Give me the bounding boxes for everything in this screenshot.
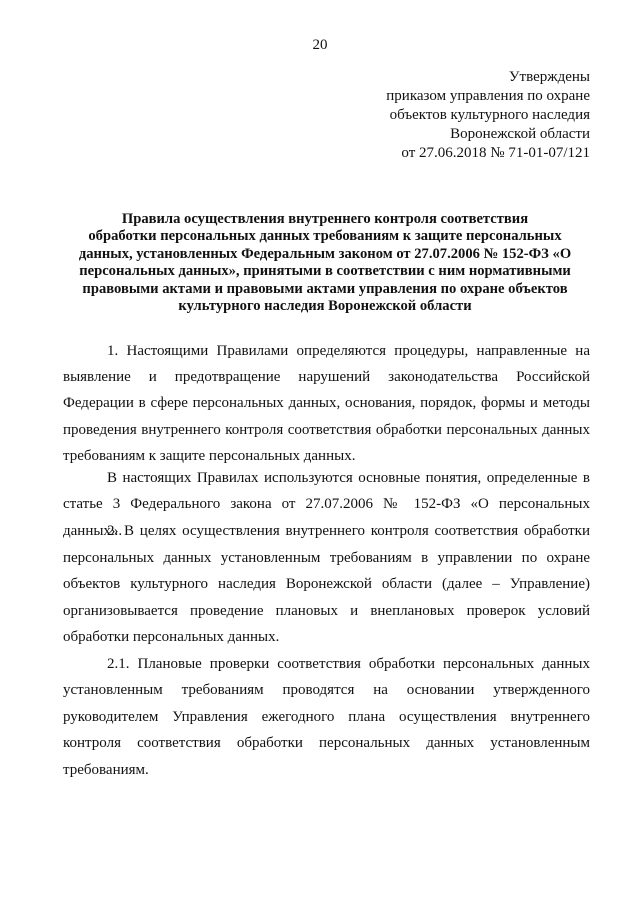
paragraph-2-1: 2.1. Плановые проверки соответствия обработки персональных данных установленным требованиям проводятся на основании утвержденного руководителем Управления ежегодного плана осуществления внутреннего контроля соответствия обработки персональных данных установленным требованиям. [63, 656, 590, 778]
approval-line: приказом управления по охране [386, 88, 590, 104]
page-number: 20 [312, 37, 328, 53]
approval-line: объектов культурного наследия [389, 107, 590, 123]
title-line: персональных данных», принятыми в соответствии с ним нормативными [79, 263, 571, 280]
title-line: культурного наследия Воронежской области [178, 298, 472, 315]
title-line: правовыми актами и правовыми актами управления по охране объектов [82, 280, 568, 297]
document-title [60, 211, 590, 315]
paragraph-definitions: В настоящих Правилах используются основные понятия, определенные в статье 3 Федерального закона от 27.07.2006 № 152-ФЗ «О персональных данных». [63, 470, 590, 539]
approval-block [290, 68, 590, 163]
approval-line: Утверждены [508, 69, 590, 85]
approval-line: Воронежской области [450, 126, 590, 142]
title-line: Правила осуществления внутреннего контроля соответствия [121, 211, 529, 227]
title-line: обработки персональных данных требованиям к защите персональных [88, 228, 562, 245]
title-line: данных, установленных Федеральным законом от 27.07.2006 № 152-ФЗ «О [78, 245, 572, 262]
paragraph-2: 2. В целях осуществления внутреннего контроля соответствия обработки персональных данных установленным требованиям в управлении по охране объектов культурного наследия Воронежской области (далее – Управление) организовывается проведение плановых и внеплановых проверок условий обработки персональных данных. [63, 523, 590, 646]
paragraph-1: 1. Настоящими Правилами определяются процедуры, направленные на выявление и предотвращение нарушений законодательства Российской Федерации в сфере персональных данных, основания, порядок, формы и методы проведения внутреннего контроля соответствия обработки персональных данных требованиям к защите персональных данных. [63, 343, 590, 464]
approval-line: от 27.06.2018 № 71-01-07/121 [401, 145, 590, 161]
